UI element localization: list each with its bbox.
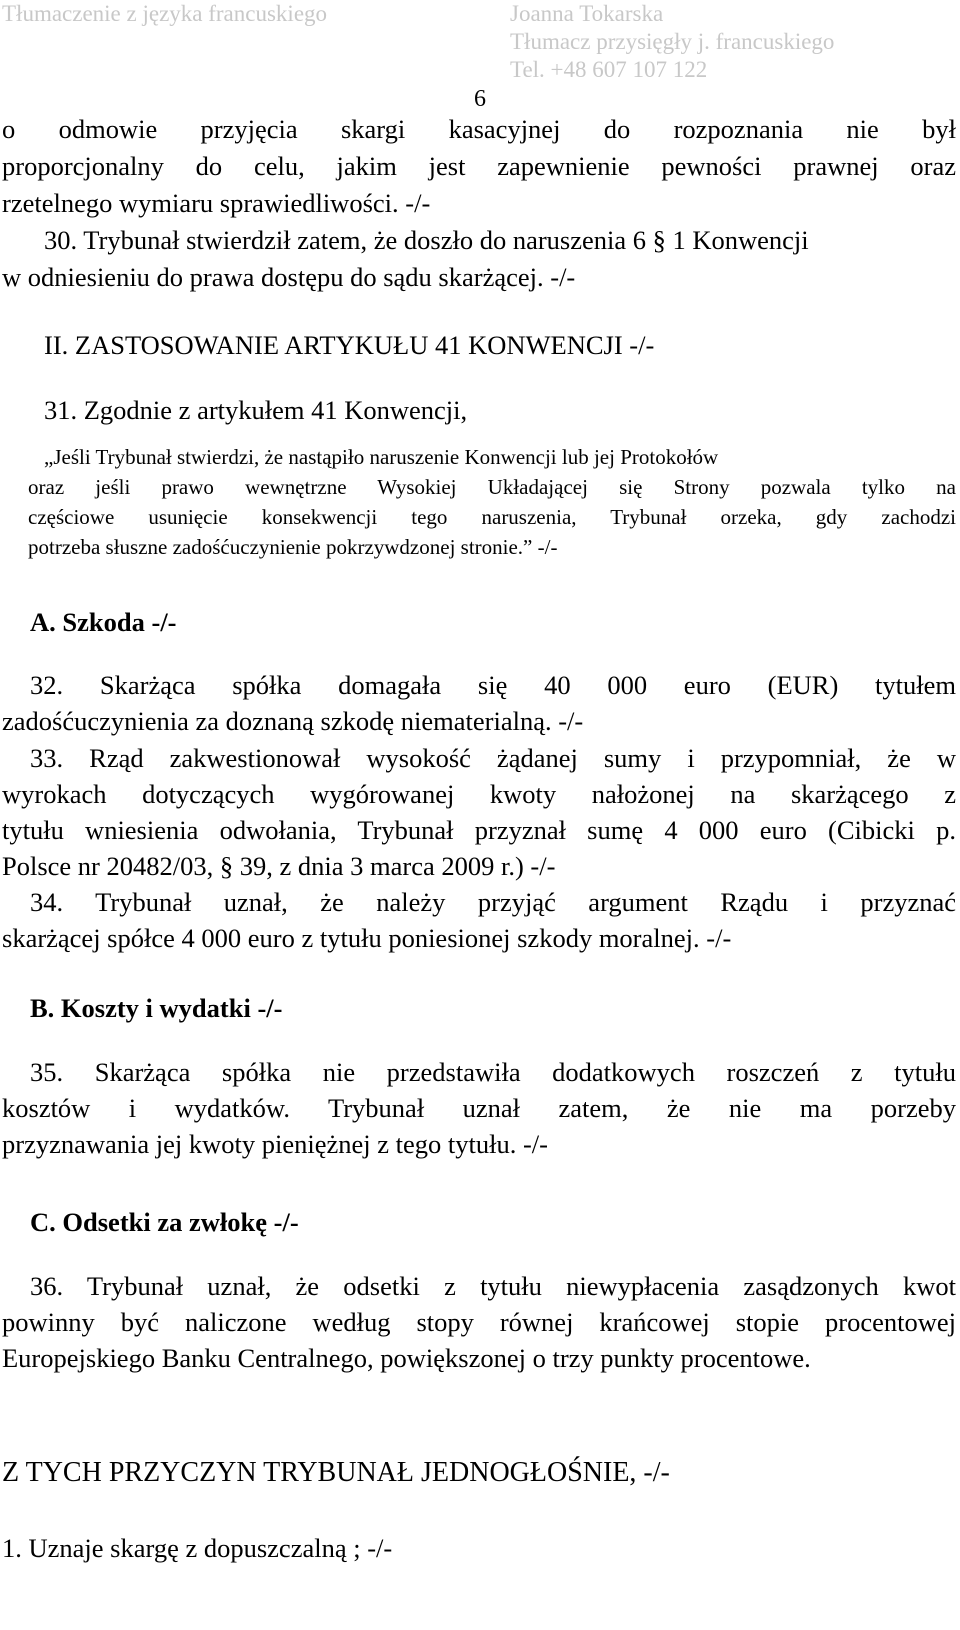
- heading-c: C. Odsetki za zwłokę -/-: [30, 1207, 299, 1237]
- paragraph-29-line: rzetelnego wymiaru sprawiedliwości. -/-: [2, 188, 431, 218]
- paragraph-33-line: tytułu wniesienia odwołania, Trybunał przyznał sumę 4 000 euro (Cibicki p.: [2, 815, 956, 845]
- paragraph-30-line: w odniesieniu do prawa dostępu do sądu skarżącej. -/-: [2, 262, 576, 292]
- paragraph-30-line: 30. Trybunał stwierdził zatem, że doszło do naruszenia 6 § 1 Konwencji: [44, 225, 809, 255]
- translator-name: Joanna Tokarska: [510, 1, 664, 26]
- quote-line: częściowe usunięcie konsekwencji tego naruszenia, Trybunał orzeka, gdy zachodzi: [28, 505, 956, 529]
- paragraph-35-line: przyznawania jej kwoty pieniężnej z tego tytułu. -/-: [2, 1129, 548, 1159]
- paragraph-32-line: zadośćuczynienia za doznaną szkodę niematerialną. -/-: [2, 706, 584, 736]
- translator-title: Tłumacz przysięgły j. francuskiego: [510, 29, 835, 54]
- paragraph-33-line: Polsce nr 20482/03, § 39, z dnia 3 marca 2009 r.) -/-: [2, 851, 556, 881]
- heading-b: B. Koszty i wydatki -/-: [30, 993, 283, 1023]
- paragraph-32-line: 32. Skarżąca spółka domagała się 40 000 euro (EUR) tytułem: [30, 670, 956, 700]
- translator-header-left: Tłumaczenie z języka francuskiego: [2, 1, 328, 26]
- verdict-heading: Z TYCH PRZYCZYN TRYBUNAŁ JEDNOGŁOŚNIE, -/-: [2, 1457, 670, 1488]
- paragraph-36-line: powinny być naliczone według stopy równej krańcowej stopie procentowej: [2, 1307, 956, 1337]
- paragraph-29-line: proporcjonalny do celu, jakim jest zapewnienie pewności prawnej oraz: [2, 151, 956, 181]
- section-ii-heading: II. ZASTOSOWANIE ARTYKUŁU 41 KONWENCJI -/-: [44, 330, 655, 360]
- paragraph-34-line: skarżącej spółce 4 000 euro z tytułu poniesionej szkody moralnej. -/-: [2, 923, 732, 953]
- paragraph-36-line: 36. Trybunał uznał, że odsetki z tytułu niewypłacenia zasądzonych kwot: [30, 1271, 956, 1301]
- paragraph-31: 31. Zgodnie z artykułem 41 Konwencji,: [44, 395, 468, 425]
- quote-line: „Jeśli Trybunał stwierdzi, że nastąpiło naruszenie Konwencji lub jej Protokołów: [44, 445, 719, 469]
- paragraph-35-line: kosztów i wydatków. Trybunał uznał zatem, że nie ma porzeby: [2, 1093, 956, 1123]
- paragraph-33-line: wyrokach dotyczących wygórowanej kwoty nałożonej na skarżącego z: [2, 779, 956, 809]
- paragraph-29-line: o odmowie przyjęcia skargi kasacyjnej do rozpoznania nie był: [2, 114, 956, 144]
- heading-a: A. Szkoda -/-: [30, 607, 177, 637]
- page-number: 6: [474, 86, 486, 112]
- paragraph-33-line: 33. Rząd zakwestionował wysokość żądanej sumy i przypomniał, że w: [30, 743, 956, 773]
- quote-line: oraz jeśli prawo wewnętrzne Wysokiej Układającej się Strony pozwala tylko na: [28, 475, 956, 499]
- paragraph-35-line: 35. Skarżąca spółka nie przedstawiła dodatkowych roszczeń z tytułu: [30, 1057, 956, 1087]
- quote-line: potrzeba słuszne zadośćuczynienie pokrzywdzonej stronie.” -/-: [28, 535, 558, 559]
- paragraph-34-line: 34. Trybunał uznał, że należy przyjąć argument Rządu i przyznać: [30, 887, 956, 917]
- paragraph-36-line: Europejskiego Banku Centralnego, powiększonej o trzy punkty procentowe.: [2, 1343, 811, 1373]
- verdict-item-1: 1. Uznaje skargę z dopuszczalną ; -/-: [2, 1533, 393, 1563]
- translator-phone: Tel. +48 607 107 122: [510, 57, 708, 82]
